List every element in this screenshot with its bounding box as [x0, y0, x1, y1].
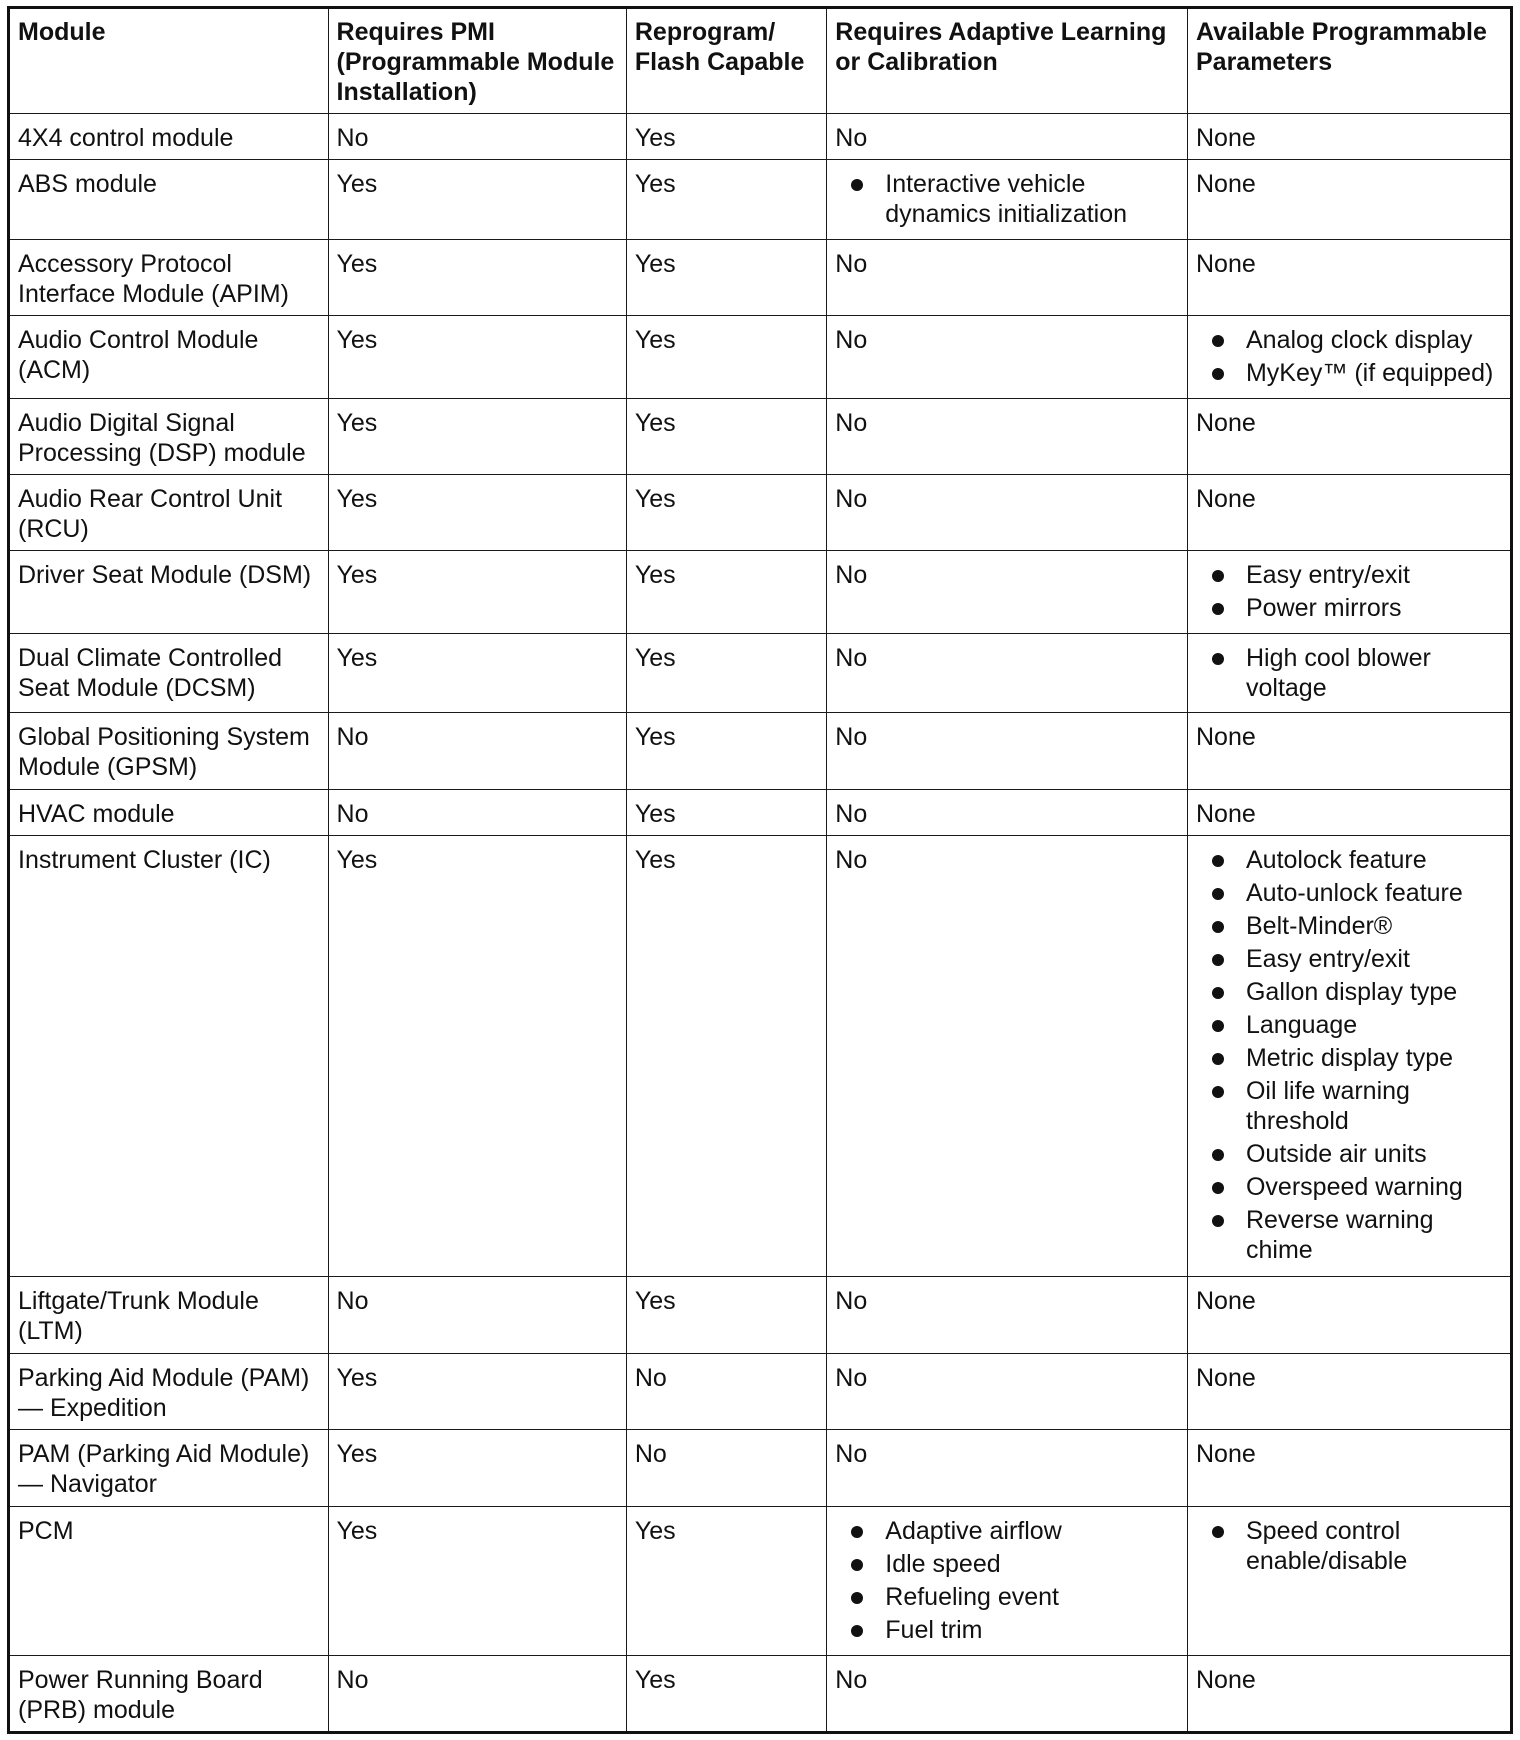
requires-pmi-cell: No — [328, 114, 626, 160]
list-item-text: High cool blower voltage — [1245, 643, 1431, 702]
adaptive-learning-cell: No — [827, 239, 1188, 315]
programmable-parameters-cell — [1187, 1506, 1511, 1655]
requires-pmi-cell: No — [328, 1277, 626, 1353]
module-cell: Liftgate/Trunk Module (LTM) — [9, 1277, 329, 1353]
list-item — [1196, 944, 1502, 974]
bullet-icon — [1212, 855, 1224, 867]
adaptive-learning-cell: No — [827, 1277, 1188, 1353]
list-item-text: Easy entry/exit — [1245, 561, 1410, 590]
flash-capable-cell: Yes — [626, 835, 826, 1276]
module-cell: Audio Digital Signal Processing (DSP) module — [9, 398, 329, 474]
requires-pmi-cell: Yes — [328, 239, 626, 315]
module-cell: PCM — [9, 1506, 329, 1655]
bullet-icon — [851, 1526, 863, 1538]
programmable-parameters-cell: None — [1187, 1655, 1511, 1733]
flash-capable-cell: No — [626, 1353, 826, 1429]
adaptive-learning-cell: No — [827, 633, 1188, 712]
list-item — [835, 1549, 1179, 1579]
requires-pmi-cell: Yes — [328, 1506, 626, 1655]
bullet-icon — [851, 1625, 863, 1637]
requires-pmi-cell: No — [328, 789, 626, 835]
list-item — [1196, 1172, 1502, 1202]
list-item — [1196, 1010, 1502, 1040]
table-row — [9, 316, 1512, 398]
list-item — [1196, 845, 1502, 875]
adaptive-learning-cell: No — [827, 1353, 1188, 1429]
list-item — [1196, 878, 1502, 908]
bullet-icon — [1212, 921, 1224, 933]
bullet-icon — [1212, 653, 1224, 665]
programmable-parameters-cell: None — [1187, 1430, 1511, 1506]
bullet-icon — [1212, 603, 1224, 615]
flash-capable-cell: Yes — [626, 316, 826, 398]
requires-pmi-cell: Yes — [328, 551, 626, 633]
adaptive-learning-cell: No — [827, 789, 1188, 835]
requires-pmi-cell: Yes — [328, 316, 626, 398]
list-item — [1196, 325, 1502, 355]
programmable-parameters-cell: None — [1187, 398, 1511, 474]
table-row — [9, 835, 1512, 1276]
adaptive-learning-cell: No — [827, 1430, 1188, 1506]
bullet-list — [1196, 643, 1502, 703]
list-item — [1196, 358, 1502, 388]
programmable-parameters-cell: None — [1187, 789, 1511, 835]
table-row — [9, 633, 1512, 712]
bullet-icon — [1212, 1053, 1224, 1065]
flash-capable-cell: Yes — [626, 789, 826, 835]
module-cell: Driver Seat Module (DSM) — [9, 551, 329, 633]
list-item-text: Auto-unlock feature — [1245, 878, 1463, 907]
flash-capable-cell: Yes — [626, 551, 826, 633]
list-item-text: Oil life warning threshold — [1245, 1076, 1410, 1135]
programmable-parameters-cell — [1187, 633, 1511, 712]
table-row — [9, 789, 1512, 835]
bullet-list — [835, 1516, 1179, 1645]
adaptive-learning-cell — [827, 160, 1188, 239]
list-item-text: Outside air units — [1245, 1139, 1427, 1168]
list-item — [835, 1582, 1179, 1612]
bullet-icon — [1212, 368, 1224, 380]
flash-capable-cell: No — [626, 1430, 826, 1506]
list-item-text: Metric display type — [1245, 1043, 1454, 1072]
bullet-icon — [1212, 1020, 1224, 1032]
list-item-text: Analog clock display — [1245, 326, 1473, 355]
header-requires-pmi: Requires PMI (Programmable Module Installation) — [328, 8, 626, 114]
bullet-list — [835, 169, 1179, 229]
flash-capable-cell: Yes — [626, 713, 826, 789]
list-item-text: Refueling event — [885, 1582, 1059, 1611]
bullet-icon — [1212, 987, 1224, 999]
list-item-text: Speed control enable/disable — [1245, 1516, 1408, 1575]
programmable-parameters-cell — [1187, 316, 1511, 398]
bullet-icon — [1212, 1526, 1224, 1538]
list-item-text: Idle speed — [885, 1549, 1001, 1578]
module-cell: PAM (Parking Aid Module) — Navigator — [9, 1430, 329, 1506]
programmable-parameters-cell: None — [1187, 1353, 1511, 1429]
programmable-parameters-cell: None — [1187, 713, 1511, 789]
list-item — [1196, 560, 1502, 590]
table-row — [9, 551, 1512, 633]
list-item-text: Gallon display type — [1245, 977, 1458, 1006]
bullet-icon — [851, 1592, 863, 1604]
adaptive-learning-cell: No — [827, 316, 1188, 398]
module-cell: Audio Control Module (ACM) — [9, 316, 329, 398]
list-item — [1196, 1205, 1502, 1265]
header-programmable-parameters: Available Programmable Parameters — [1187, 8, 1511, 114]
header-reprogram-flash: Reprogram/ Flash Capable — [626, 8, 826, 114]
flash-capable-cell: Yes — [626, 633, 826, 712]
adaptive-learning-cell: No — [827, 398, 1188, 474]
list-item-text: Adaptive airflow — [885, 1516, 1062, 1545]
list-item — [835, 1615, 1179, 1645]
bullet-icon — [1212, 1215, 1224, 1227]
list-item-text: Reverse warning chime — [1245, 1205, 1434, 1264]
table-row — [9, 160, 1512, 239]
flash-capable-cell: Yes — [626, 398, 826, 474]
requires-pmi-cell: Yes — [328, 1353, 626, 1429]
adaptive-learning-cell: No — [827, 551, 1188, 633]
requires-pmi-cell: No — [328, 713, 626, 789]
list-item — [1196, 977, 1502, 1007]
list-item-text: Interactive vehicle dynamics initialization — [885, 170, 1128, 229]
table-row — [9, 1430, 1512, 1506]
bullet-icon — [1212, 954, 1224, 966]
module-cell: HVAC module — [9, 789, 329, 835]
adaptive-learning-cell: No — [827, 1655, 1188, 1733]
flash-capable-cell: Yes — [626, 239, 826, 315]
module-table — [7, 6, 1513, 1734]
list-item-text: Power mirrors — [1245, 594, 1402, 623]
bullet-icon — [851, 1559, 863, 1571]
list-item — [1196, 1139, 1502, 1169]
programmable-parameters-cell — [1187, 551, 1511, 633]
module-cell: 4X4 control module — [9, 114, 329, 160]
module-cell: Accessory Protocol Interface Module (APIM) — [9, 239, 329, 315]
list-item — [835, 1516, 1179, 1546]
table-row — [9, 1506, 1512, 1655]
requires-pmi-cell: Yes — [328, 474, 626, 550]
module-cell: ABS module — [9, 160, 329, 239]
list-item — [1196, 1043, 1502, 1073]
list-item-text: Easy entry/exit — [1245, 944, 1410, 973]
adaptive-learning-cell — [827, 1506, 1188, 1655]
requires-pmi-cell: Yes — [328, 633, 626, 712]
adaptive-learning-cell: No — [827, 713, 1188, 789]
list-item — [1196, 643, 1502, 703]
table-row — [9, 713, 1512, 789]
requires-pmi-cell: Yes — [328, 398, 626, 474]
adaptive-learning-cell: No — [827, 114, 1188, 160]
bullet-icon — [1212, 335, 1224, 347]
table-body — [9, 114, 1512, 1733]
header-row — [9, 8, 1512, 114]
bullet-list — [1196, 560, 1502, 623]
module-cell: Global Positioning System Module (GPSM) — [9, 713, 329, 789]
table-row — [9, 1655, 1512, 1733]
bullet-icon — [1212, 570, 1224, 582]
flash-capable-cell: Yes — [626, 1506, 826, 1655]
list-item — [1196, 911, 1502, 941]
list-item-text: MyKey™ (if equipped) — [1245, 359, 1494, 388]
bullet-list — [1196, 325, 1502, 388]
table-row — [9, 1277, 1512, 1353]
flash-capable-cell: Yes — [626, 114, 826, 160]
module-cell: Instrument Cluster (IC) — [9, 835, 329, 1276]
bullet-list — [1196, 1516, 1502, 1576]
table-row — [9, 474, 1512, 550]
list-item-text: Autolock feature — [1245, 845, 1427, 874]
header-adaptive-learning: Requires Adaptive Learning or Calibration — [827, 8, 1188, 114]
table-row — [9, 398, 1512, 474]
table-row — [9, 114, 1512, 160]
list-item-text: Language — [1245, 1010, 1358, 1039]
list-item — [1196, 593, 1502, 623]
flash-capable-cell: Yes — [626, 160, 826, 239]
module-cell: Dual Climate Controlled Seat Module (DCSM) — [9, 633, 329, 712]
list-item-text: Overspeed warning — [1245, 1172, 1463, 1201]
flash-capable-cell: Yes — [626, 474, 826, 550]
programmable-parameters-cell: None — [1187, 239, 1511, 315]
programmable-parameters-cell: None — [1187, 1277, 1511, 1353]
bullet-icon — [1212, 1182, 1224, 1194]
requires-pmi-cell: Yes — [328, 1430, 626, 1506]
requires-pmi-cell: Yes — [328, 835, 626, 1276]
bullet-icon — [1212, 888, 1224, 900]
adaptive-learning-cell: No — [827, 474, 1188, 550]
list-item — [1196, 1516, 1502, 1576]
flash-capable-cell: Yes — [626, 1655, 826, 1733]
bullet-icon — [1212, 1149, 1224, 1161]
programmable-parameters-cell: None — [1187, 474, 1511, 550]
list-item — [1196, 1076, 1502, 1136]
list-item-text: Belt-Minder® — [1245, 911, 1393, 940]
programmable-parameters-cell: None — [1187, 160, 1511, 239]
flash-capable-cell: Yes — [626, 1277, 826, 1353]
table-row — [9, 1353, 1512, 1429]
requires-pmi-cell: No — [328, 1655, 626, 1733]
module-cell: Power Running Board (PRB) module — [9, 1655, 329, 1733]
requires-pmi-cell: Yes — [328, 160, 626, 239]
module-cell: Audio Rear Control Unit (RCU) — [9, 474, 329, 550]
header-module: Module — [9, 8, 329, 114]
programmable-parameters-cell: None — [1187, 114, 1511, 160]
table-row — [9, 239, 1512, 315]
module-cell: Parking Aid Module (PAM) — Expedition — [9, 1353, 329, 1429]
programmable-parameters-cell — [1187, 835, 1511, 1276]
list-item-text: Fuel trim — [885, 1615, 983, 1644]
bullet-icon — [1212, 1086, 1224, 1098]
list-item — [835, 169, 1179, 229]
bullet-list — [1196, 845, 1502, 1265]
bullet-icon — [851, 179, 863, 191]
adaptive-learning-cell: No — [827, 835, 1188, 1276]
